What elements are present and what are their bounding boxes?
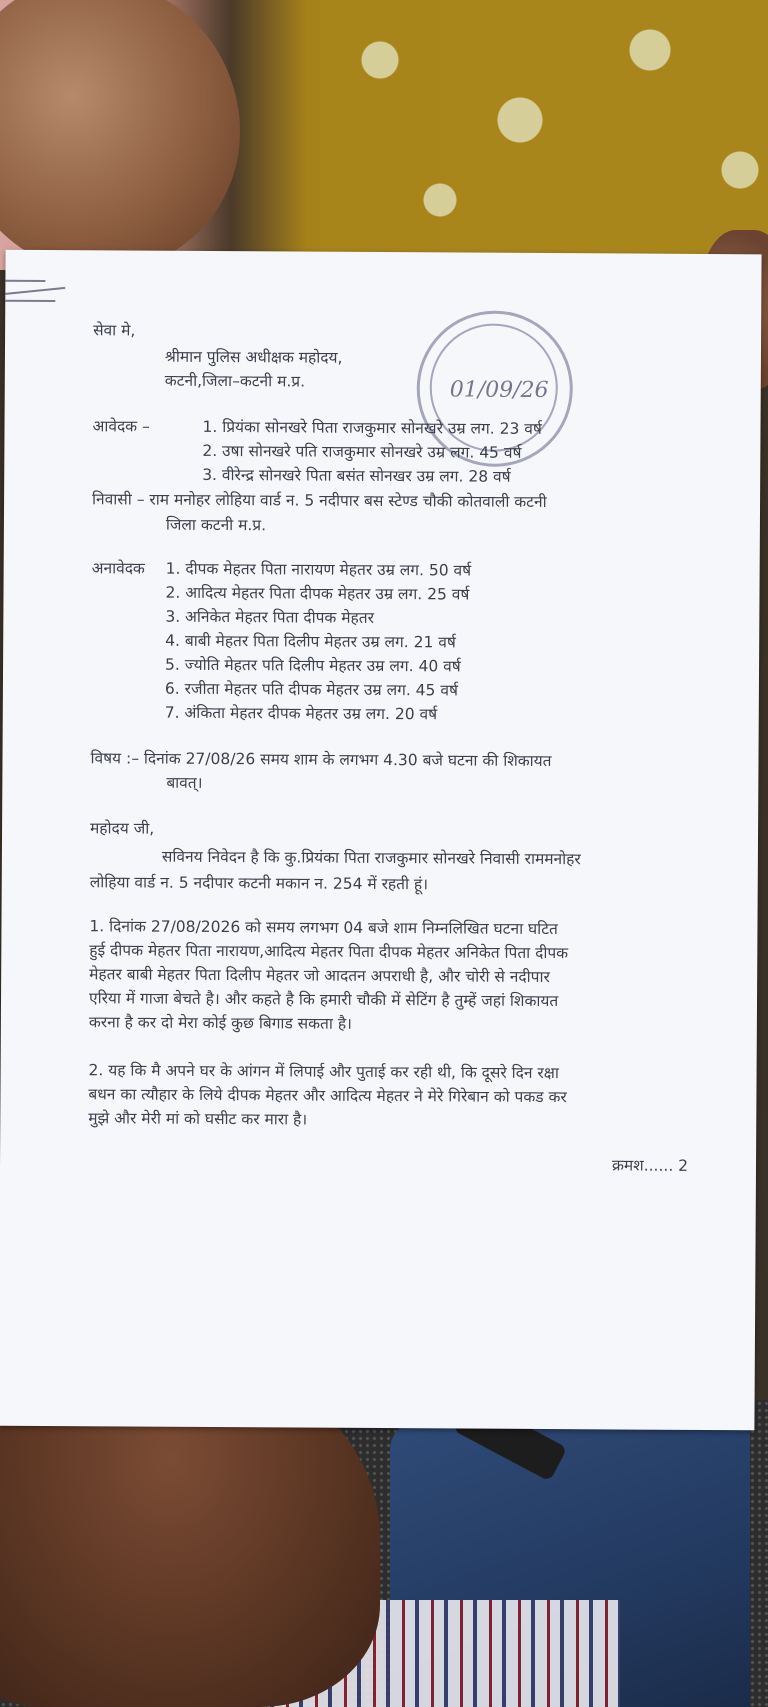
residence-line1: निवासी – राम मनोहर लोहिया वार्ड न. 5 नदीपार बस स्टेण्ड चौकी कोतवाली कटनी <box>92 490 547 512</box>
intro-line1: सविनय निवेदन है कि कु.प्रियंका पिता राजकुमार सोनखरे निवासी राममनोहर <box>161 847 581 869</box>
para2-line2: बधन का त्यौहार के लिये दीपक मेहतर और आदित्य मेहतर ने मेरे गिरेबान को पकड कर <box>88 1085 567 1107</box>
intro-line2: लोहिया वार्ड न. 5 नदीपार कटनी मकान न. 254 में रहती हूं। <box>89 873 429 894</box>
respondent-2: 2. आदित्य मेहतर पिता दीपक मेहतर उम्र लग. 25 वर्ष <box>165 583 470 604</box>
anavedak-label: अनावेदक <box>91 559 145 578</box>
applicant-1: 1. प्रियंका सोनखरे पिता राजकुमार सोनखरे उम्र लग. 23 वर्ष <box>202 417 542 438</box>
para1-line3: मेहतर बाबी मेहतर पिता दिलीप मेहतर जो आदतन अपराधी है, और चोरी से नदीपार <box>89 965 550 987</box>
stamp-date: 01/09/26 <box>449 377 549 404</box>
para1-line5: करना है कर दो मेरा कोई कुछ बिगाड सकता है। <box>88 1013 353 1033</box>
seva-me: सेवा मे, <box>93 321 136 340</box>
addressee-line1: श्रीमान पुलिस अधीक्षक महोदय, <box>164 347 343 367</box>
para1-line2: हुई दीपक मेहतर पिता नारायण,आदित्य मेहतर पिता दीपक मेहतर अनिकेत पिता दीपक <box>89 941 569 963</box>
respondent-4: 4. बाबी मेहतर पिता दिलीप मेहतर उम्र लग. 21 वर्ष <box>165 631 456 652</box>
subject-line2: बावत्। <box>166 773 203 792</box>
respondent-3: 3. अनिकेत मेहतर पिता दीपक मेहतर <box>165 607 375 627</box>
respondent-1: 1. दीपक मेहतर पिता नारायण मेहतर उम्र लग. 50 वर्ष <box>165 559 472 580</box>
para2-line3: मुझे और मेरी मां को घसीट कर मारा है। <box>88 1109 308 1129</box>
applicant-2: 2. उषा सोनखरे पति राजकुमार सोनखरे उम्र लग. 45 वर्ष <box>202 441 522 462</box>
subject-line1: विषय :– दिनांक 27/08/26 समय शाम के लगभग 4.30 बजे घटना की शिकायत <box>90 749 552 771</box>
avedak-label: आवेदक – <box>92 417 150 436</box>
para2-line1: 2. यह कि मै अपने घर के आंगन में लिपाई और पुताई कर रही थी, कि दूसरे दिन रक्षा <box>88 1061 559 1083</box>
applicant-3: 3. वीरेन्द्र सोनखरे पिता बसंत सोनखर उम्र लग. 28 वर्ष <box>202 465 511 486</box>
addressee-line2: कटनी,जिला–कटनी म.प्र. <box>164 371 306 391</box>
para1-line4: एरिया में गाजा बेचते है। और कहते है कि हमारी चौकी में सेटिंग है तुम्हें जहां शिकायत <box>88 989 559 1011</box>
para1-line1: 1. दिनांक 27/08/2026 को समय लगभग 04 बजे शाम निम्नलिखित घटना घटित <box>89 917 558 939</box>
respondent-7: 7. अंकिता मेहतर दीपक मेहतर उम्र लग. 20 वर्ष <box>164 703 438 724</box>
pen-marks <box>5 280 65 310</box>
complaint-letter <box>0 250 762 1431</box>
patterned-fabric <box>320 0 768 260</box>
respondent-6: 6. रजीता मेहतर पति दीपक मेहतर उम्र लग. 45 वर्ष <box>164 679 459 700</box>
respondent-5: 5. ज्योति मेहतर पति दिलीप मेहतर उम्र लग. 40 वर्ष <box>165 655 461 676</box>
residence-line2: जिला कटनी म.प्र. <box>165 515 267 535</box>
continued-marker: क्रमश...... 2 <box>611 1156 689 1175</box>
salutation: महोदय जी, <box>90 819 155 838</box>
